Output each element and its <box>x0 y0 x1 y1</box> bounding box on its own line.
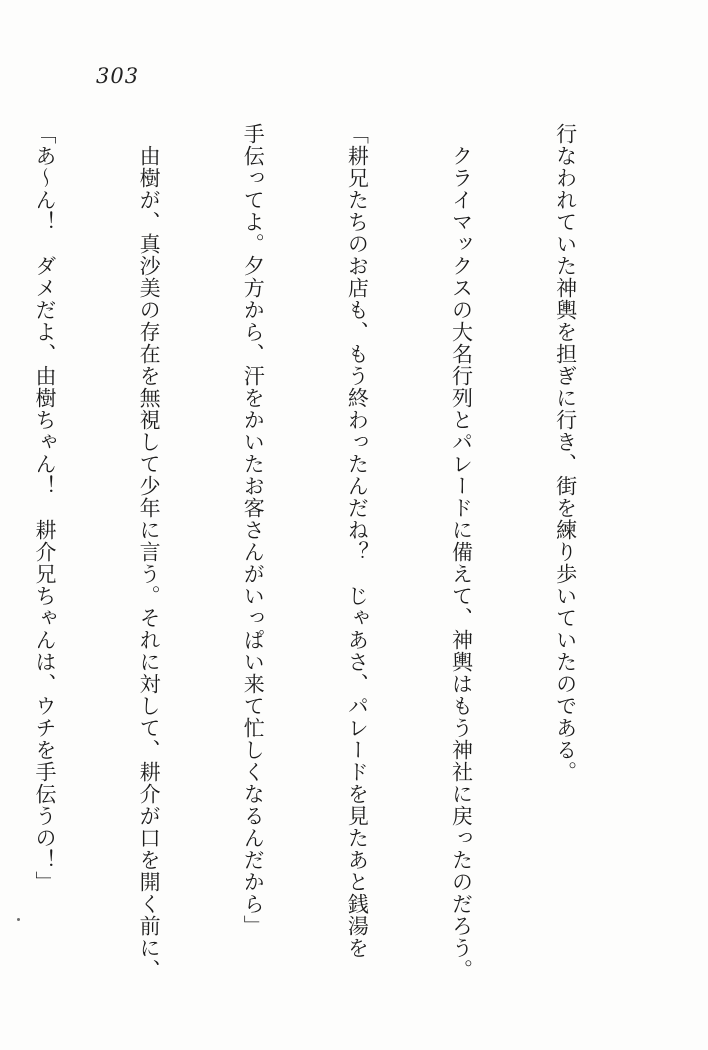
text-line: 「あ〜ん！ ダメだよ、由樹ちゃん！ 耕介兄ちゃんは、ウチを手伝うの！」 <box>33 123 58 893</box>
page-number: 303 <box>96 64 140 88</box>
text-line: 「耕兄たちのお店も、もう終わったんだね？ じゃあさ、パレードを見たあと銭湯を <box>345 123 370 959</box>
text-block <box>0 123 652 981</box>
text-line: 手伝ってよ。夕方から、汗をかいたお客さんがいっぱい来て忙しくなるんだから」 <box>241 123 266 937</box>
scan-speck <box>17 918 20 921</box>
text-line: 由樹が、真沙美の存在を無視して少年に言う。それに対して、耕介が口を開く前に、 <box>137 123 162 981</box>
text-line: 行なわれていた神輿を担ぎに行き、街を練り歩いていたのである。 <box>553 123 578 783</box>
text-line: クライマックスの大名行列とパレードに備えて、神輿はもう神社に戻ったのだろう。 <box>449 123 474 981</box>
